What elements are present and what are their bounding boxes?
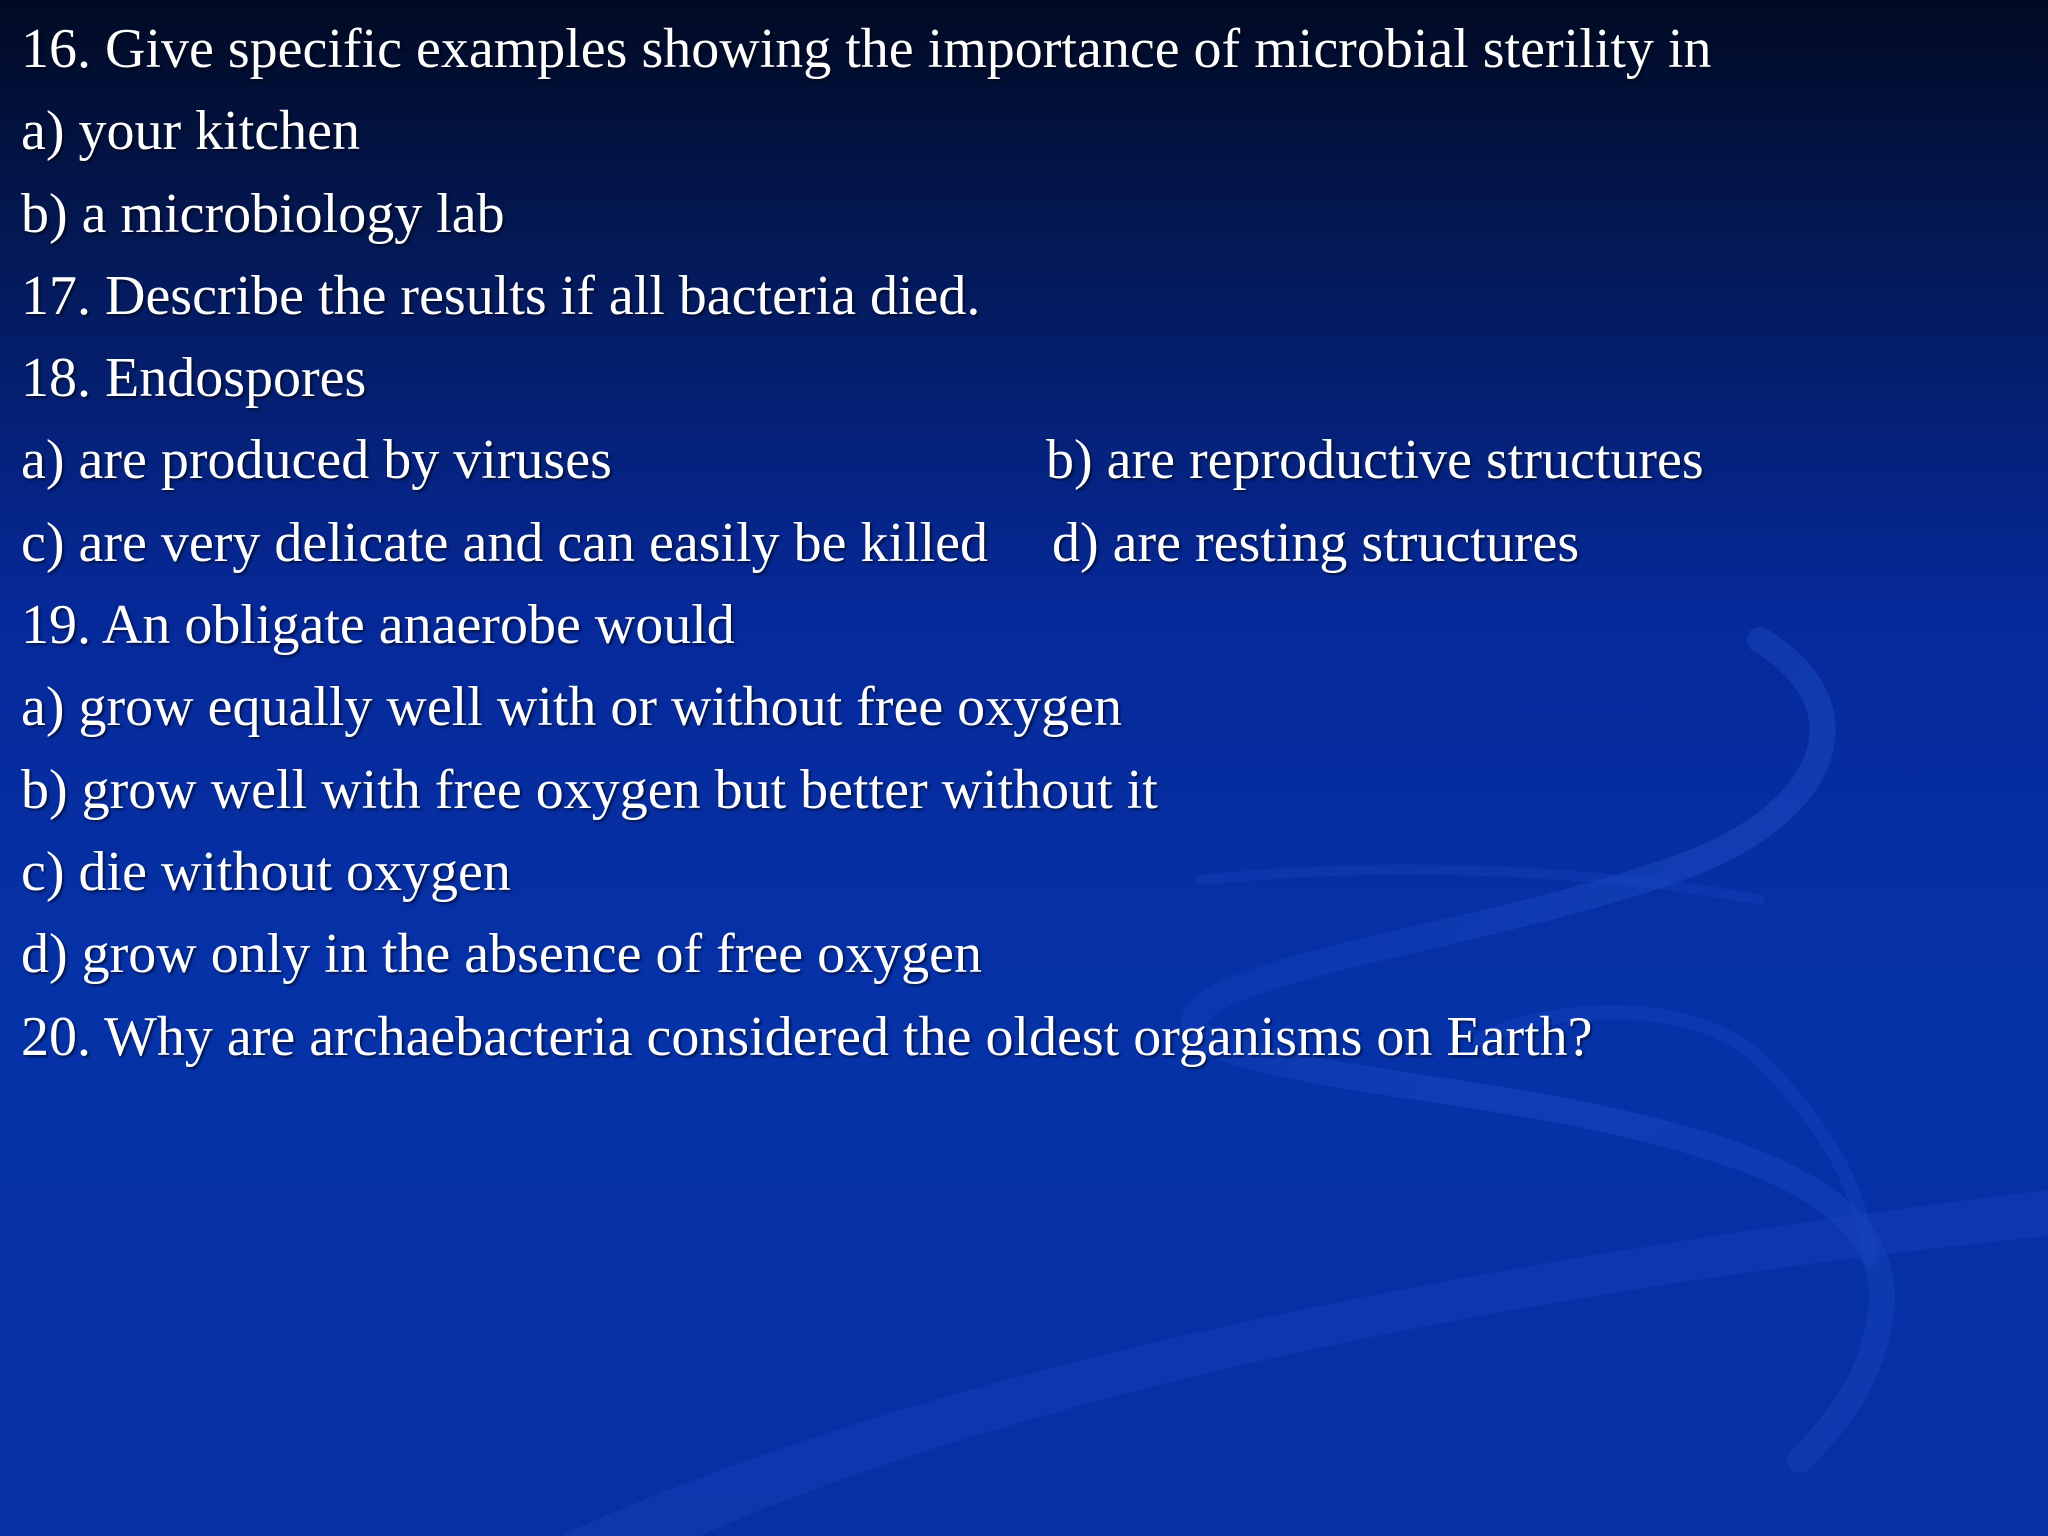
question-19: 19. An obligate anaerobe would xyxy=(21,594,735,657)
question-18: 18. Endospores xyxy=(21,347,367,410)
question-20: 20. Why are archaebacteria considered the oldest organisms on Earth? xyxy=(21,1005,1593,1068)
question-19-option-c: c) die without oxygen xyxy=(21,840,511,903)
question-19-option-b: b) grow well with free oxygen but better without it xyxy=(21,758,1158,821)
question-18-option-c: c) are very delicate and can easily be killed xyxy=(21,511,989,574)
question-16-option-b: b) a microbiology lab xyxy=(21,182,505,245)
question-19-option-a: a) grow equally well with or without free oxygen xyxy=(21,676,1123,739)
question-18-option-d: d) are resting structures xyxy=(1052,511,1580,574)
question-18-row-ab xyxy=(21,419,2021,501)
question-19-option-d: d) grow only in the absence of free oxygen xyxy=(21,923,982,986)
question-18-option-b: b) are reproductive structures xyxy=(1046,429,1704,492)
slide-body xyxy=(21,8,2021,1078)
question-16-option-a: a) your kitchen xyxy=(21,100,360,163)
question-17: 17. Describe the results if all bacteria died. xyxy=(21,264,981,327)
question-16: 16. Give specific examples showing the importance of microbial sterility in xyxy=(21,18,1712,80)
question-18-row-cd xyxy=(21,502,2021,584)
question-18-option-a: a) are produced by viruses xyxy=(21,429,612,492)
